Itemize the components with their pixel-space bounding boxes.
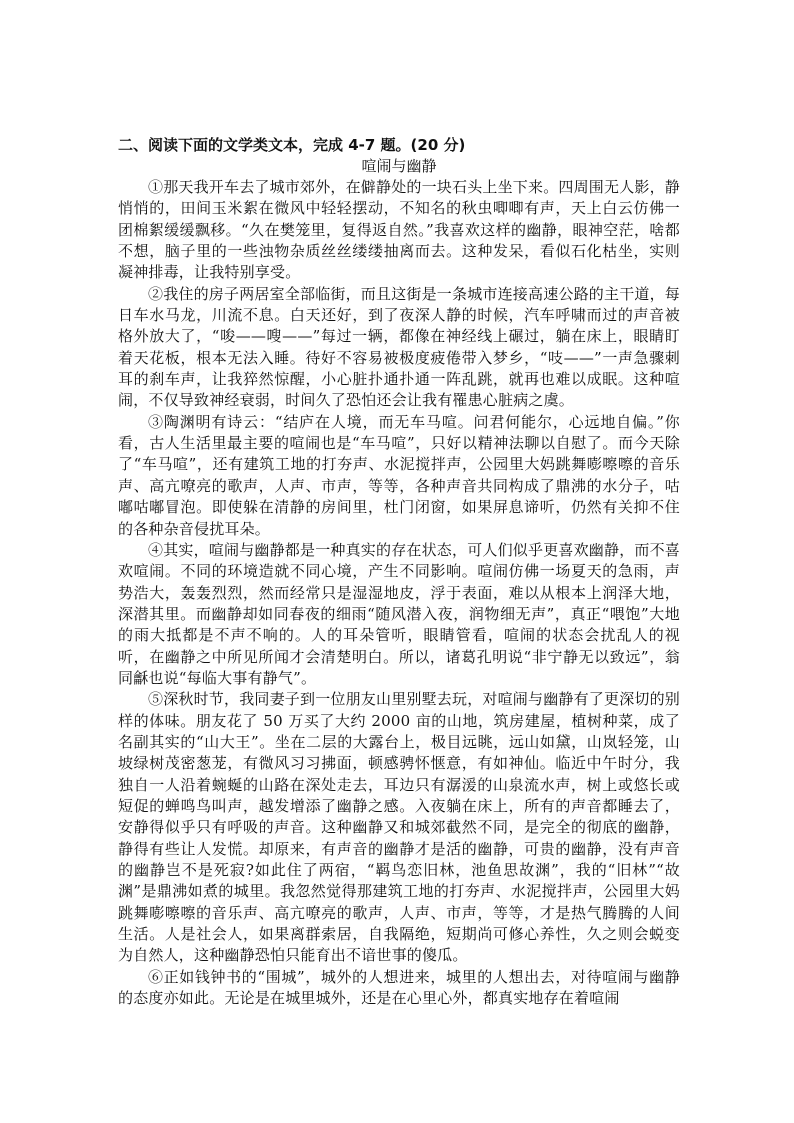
section-heading: 二、阅读下面的文学类文本，完成 4-7 题。(20 分) — [118, 136, 466, 154]
paragraph-3: ③陶渊明有诗云：“结庐在人境，而无车马喧。问君何能尔，心远地自偏。”你看，古人生活里最主要的喧闹也是“车马喧”，只好以精神法聊以自慰了。而今天除了“车马喧”，还有建筑工地的打夯声、水泥搅拌声，公园里大妈跳舞嘭嚓嚓的音乐声、高亢嘹亮的歌声，人声、市声，等等，各种声音共同构成了鼎沸的水分子，咕嘟咕嘟冒泡。即使躲在清静的房间里，杜门闭窗，如果屏息谛听，仍然有关抑不住的各种杂音侵扰耳朵。 — [118, 412, 680, 538]
document-page — [118, 135, 680, 1009]
paragraph-4: ④其实，喧闹与幽静都是一种真实的存在状态，可人们似乎更喜欢幽静，而不喜欢喧闹。不同的环境造就不同心境，产生不同影响。喧闹仿佛一场夏天的急雨，声势浩大，轰轰烈烈，然而经常只是湿湿地皮，浮于表面，难以从根本上润泽大地，深潜其里。而幽静却如同春夜的细雨“随风潜入夜，润物细无声”，真正“喂饱”大地的雨大抵都是不声不响的。人的耳朵管听，眼睛管看，喧闹的状态会扰乱人的视听，在幽静之中所见所闻才会清楚明白。所以，诸葛孔明说“非宁静无以致远”，翁同龢也说“每临大事有静气”。 — [118, 540, 681, 687]
paragraph-2: ②我住的房子两居室全部临街，而且这街是一条城市连接高速公路的主干道，每日车水马龙，川流不息。白天还好，到了夜深人静的时候，汽车呼啸而过的声音被格外放大了，“唆——嗖——”每过一辆，都像在神经线上碾过，躺在床上，眼睛盯着天花板，根本无法入睡。待好不容易被极度疲倦带入梦乡，“吱——”一声急骤刺耳的刹车声，让我猝然惊醒，小心脏扑通扑通一阵乱跳，就再也难以成眠。这种喧闹，不仅导致神经衰弱，时间久了恐怕还会让我有罹患心脏病之虞。 — [118, 284, 681, 410]
paragraph-1: ①那天我开车去了城市郊外，在僻静处的一块石头上坐下来。四周围无人影，静悄悄的，田间玉米絮在微风中轻轻摆动，不知名的秋虫唧唧有声，天上白云仿佛一团棉絮缓缓飘移。“久在樊笼里，复得返自然。”我喜欢这样的幽静，眼神空茫，啥都不想，脑子里的一些浊物杂质丝丝缕缕抽离而去。这种发呆，看似石化枯坐，实则凝神排毒，让我特别享受。 — [118, 178, 681, 282]
article-title: 喧闹与幽静 — [361, 157, 437, 175]
paragraph-5: ⑤深秋时节，我同妻子到一位朋友山里别墅去玩，对喧闹与幽静有了更深切的别样的体味。朋友花了 50 万买了大约 2000 亩的山地，筑房建屋，植树种菜，成了名副其实的“山大王”。坐在二层的大露台上，极目远眺，远山如黛，山岚轻笼，山坡绿树茂密葱茏，有微风习习拂面，顿感骋怀惬意，有如神仙。临近中午时分，我独自一人沿着蜿蜒的山路在深处走去，耳边只有潺湲的山泉流水声，树上或悠长或短促的蝉鸣鸟叫声，越发增添了幽静之感。入夜躺在床上，所有的声音都睡去了，安静得似乎只有呼吸的声音。这种幽静又和城郊截然不同，是完全的彻底的幽静，静得有些让人发慌。却原来，有声音的幽静才是活的幽静，可贵的幽静，没有声音的幽静岂不是死寂?如此住了两宿，“羁鸟恋旧林，池鱼思故渊”，我的“旧林”“故渊”是鼎沸如煮的城里。我忽然觉得那建筑工地的打夯声、水泥搅拌声，公园里大妈跳舞嘭嚓嚓的音乐声、高亢嘹亮的歌声，人声、市声，等等，才是热气腾腾的人间生活。人是社会人，如果离群索居，自我隔绝，短期尚可修心养性，久之则会蜕变为自然人，这种幽静恐怕只能育出不谙世事的傻瓜。 — [118, 690, 681, 965]
paragraph-6: ⑥正如钱钟书的“围城”，城外的人想进来，城里的人想出去，对待喧闹与幽静的态度亦如此。无论是在城里城外，还是在心里心外，都真实地存在着喧闹 — [118, 967, 680, 1008]
